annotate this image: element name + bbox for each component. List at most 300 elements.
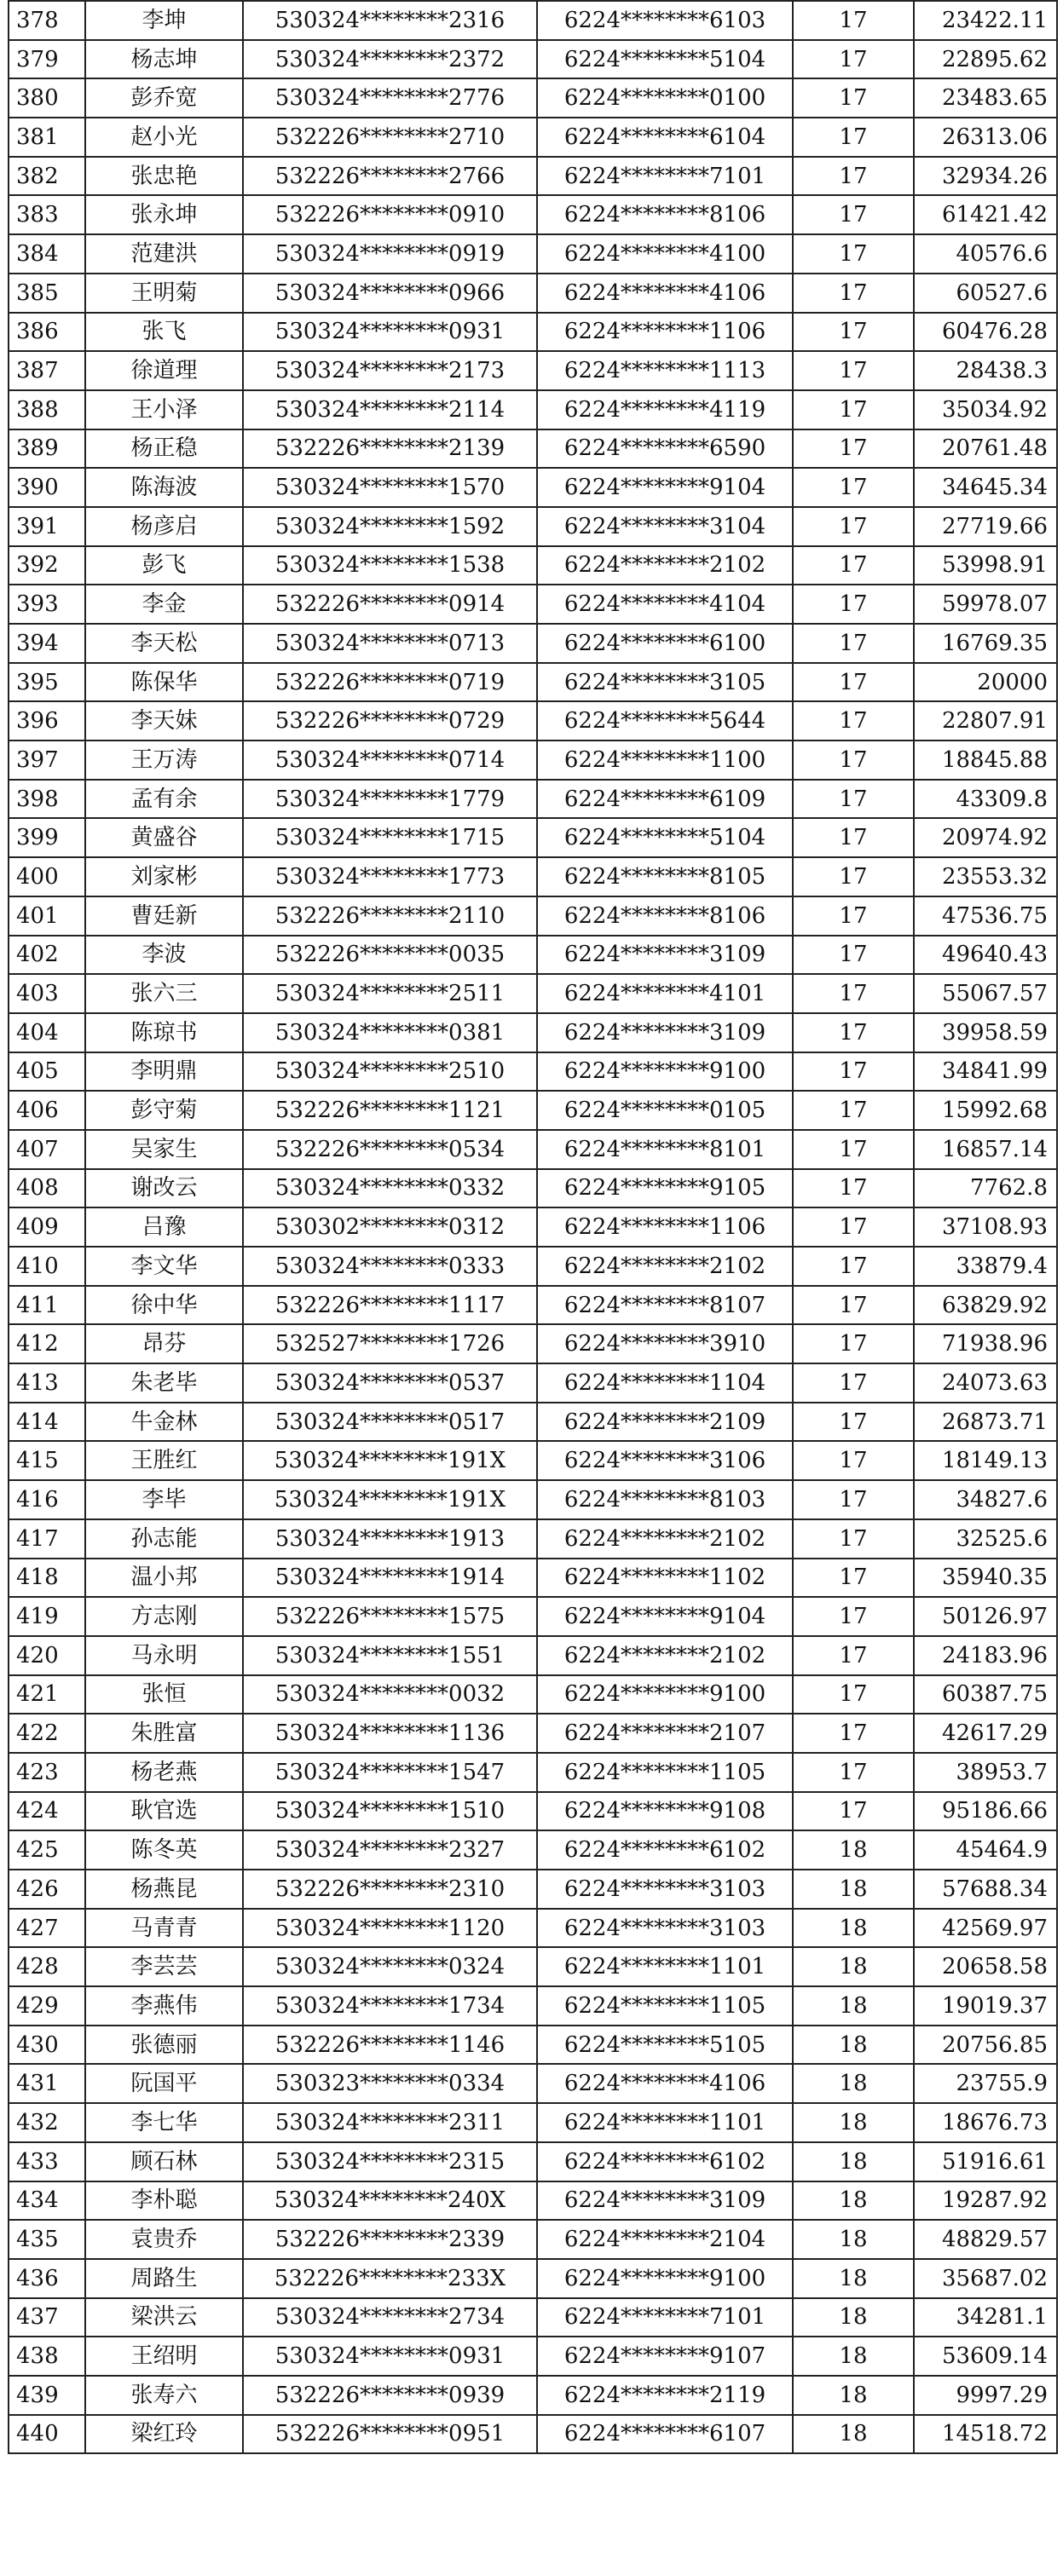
bank-account-cell: 6224********9100 <box>537 1675 793 1714</box>
bank-account-cell: 6224********3105 <box>537 663 793 702</box>
bank-account-cell: 6224********6107 <box>537 2415 793 2454</box>
amount-cell: 24073.63 <box>914 1363 1057 1403</box>
table-row <box>9 468 1057 507</box>
table-row <box>9 234 1057 274</box>
id-number-cell: 532226********0534 <box>243 1130 537 1169</box>
table-row <box>9 1013 1057 1052</box>
amount-cell: 53609.14 <box>914 2337 1057 2376</box>
amount-cell: 26873.71 <box>914 1403 1057 1442</box>
table-row <box>9 701 1057 741</box>
table-row <box>9 2103 1057 2142</box>
id-number-cell: 530324********1120 <box>243 1909 537 1948</box>
bank-account-cell: 6224********4101 <box>537 974 793 1013</box>
month-count-cell: 17 <box>793 1753 914 1792</box>
name-cell: 王绍明 <box>85 2337 243 2376</box>
row-number: 428 <box>9 1947 85 1986</box>
row-number: 424 <box>9 1792 85 1831</box>
bank-account-cell: 6224********8101 <box>537 1130 793 1169</box>
table-row <box>9 1441 1057 1480</box>
bank-account-cell: 6224********2102 <box>537 546 793 585</box>
row-number: 400 <box>9 857 85 896</box>
table-row <box>9 624 1057 663</box>
row-number: 403 <box>9 974 85 1013</box>
month-count-cell: 17 <box>793 507 914 546</box>
name-cell: 范建洪 <box>85 234 243 274</box>
table-row <box>9 585 1057 624</box>
row-number: 426 <box>9 1870 85 1909</box>
row-number: 421 <box>9 1675 85 1714</box>
table-row <box>9 1636 1057 1675</box>
month-count-cell: 18 <box>793 2415 914 2454</box>
month-count-cell: 18 <box>793 2376 914 2415</box>
id-number-cell: 530324********2327 <box>243 1830 537 1870</box>
table-row <box>9 1714 1057 1753</box>
amount-cell: 42617.29 <box>914 1714 1057 1753</box>
row-number: 430 <box>9 2026 85 2065</box>
bank-account-cell: 6224********1101 <box>537 1947 793 1986</box>
name-cell: 李芸芸 <box>85 1947 243 1986</box>
row-number: 391 <box>9 507 85 546</box>
row-number: 416 <box>9 1480 85 1519</box>
amount-cell: 71938.96 <box>914 1324 1057 1363</box>
table-row <box>9 1403 1057 1442</box>
table-row <box>9 2415 1057 2454</box>
name-cell: 朱胜富 <box>85 1714 243 1753</box>
amount-cell: 20756.85 <box>914 2026 1057 2065</box>
name-cell: 李毕 <box>85 1480 243 1519</box>
id-number-cell: 532226********2766 <box>243 157 537 196</box>
table-row <box>9 1247 1057 1286</box>
name-cell: 王万涛 <box>85 741 243 780</box>
amount-cell: 32934.26 <box>914 157 1057 196</box>
amount-cell: 20974.92 <box>914 818 1057 857</box>
id-number-cell: 530324********0966 <box>243 274 537 313</box>
name-cell: 赵小光 <box>85 118 243 157</box>
row-number: 434 <box>9 2181 85 2221</box>
id-number-cell: 530302********0312 <box>243 1207 537 1247</box>
amount-cell: 39958.59 <box>914 1013 1057 1052</box>
row-number: 380 <box>9 78 85 118</box>
table-row <box>9 1870 1057 1909</box>
table-row <box>9 1792 1057 1831</box>
id-number-cell: 530324********2173 <box>243 351 537 390</box>
month-count-cell: 17 <box>793 234 914 274</box>
name-cell: 李天妹 <box>85 701 243 741</box>
amount-cell: 34827.6 <box>914 1480 1057 1519</box>
amount-cell: 34841.99 <box>914 1052 1057 1092</box>
id-number-cell: 530323********0334 <box>243 2064 537 2103</box>
row-number: 404 <box>9 1013 85 1052</box>
month-count-cell: 17 <box>793 78 914 118</box>
month-count-cell: 18 <box>793 2181 914 2221</box>
row-number: 388 <box>9 390 85 429</box>
table-row <box>9 313 1057 352</box>
table-row <box>9 546 1057 585</box>
table-row <box>9 1675 1057 1714</box>
month-count-cell: 17 <box>793 274 914 313</box>
month-count-cell: 17 <box>793 741 914 780</box>
amount-cell: 23755.9 <box>914 2064 1057 2103</box>
month-count-cell: 17 <box>793 1792 914 1831</box>
id-number-cell: 530324********0537 <box>243 1363 537 1403</box>
table-row <box>9 1052 1057 1092</box>
name-cell: 吕豫 <box>85 1207 243 1247</box>
table-row <box>9 274 1057 313</box>
id-number-cell: 530324********1538 <box>243 546 537 585</box>
id-number-cell: 530324********0333 <box>243 1247 537 1286</box>
id-number-cell: 530324********0517 <box>243 1403 537 1442</box>
amount-cell: 22807.91 <box>914 701 1057 741</box>
month-count-cell: 17 <box>793 1636 914 1675</box>
month-count-cell: 18 <box>793 2103 914 2142</box>
id-number-cell: 530324********0332 <box>243 1169 537 1208</box>
table-row <box>9 857 1057 896</box>
row-number: 385 <box>9 274 85 313</box>
id-number-cell: 532226********0729 <box>243 701 537 741</box>
name-cell: 顾石林 <box>85 2142 243 2181</box>
table-row <box>9 896 1057 936</box>
table-row <box>9 1830 1057 1870</box>
row-number: 386 <box>9 313 85 352</box>
month-count-cell: 17 <box>793 1207 914 1247</box>
row-number: 390 <box>9 468 85 507</box>
bank-account-cell: 6224********3109 <box>537 2181 793 2221</box>
amount-cell: 40576.6 <box>914 234 1057 274</box>
month-count-cell: 18 <box>793 2026 914 2065</box>
month-count-cell: 17 <box>793 1169 914 1208</box>
name-cell: 张永坤 <box>85 195 243 234</box>
row-number: 392 <box>9 546 85 585</box>
bank-account-cell: 6224********8105 <box>537 857 793 896</box>
amount-cell: 51916.61 <box>914 2142 1057 2181</box>
row-number: 406 <box>9 1091 85 1130</box>
amount-cell: 20000 <box>914 663 1057 702</box>
id-number-cell: 530324********0032 <box>243 1675 537 1714</box>
amount-cell: 60476.28 <box>914 313 1057 352</box>
name-cell: 陈冬英 <box>85 1830 243 1870</box>
amount-cell: 34645.34 <box>914 468 1057 507</box>
id-number-cell: 530324********0381 <box>243 1013 537 1052</box>
amount-cell: 47536.75 <box>914 896 1057 936</box>
row-number: 378 <box>9 1 85 40</box>
month-count-cell: 17 <box>793 157 914 196</box>
bank-account-cell: 6224********6100 <box>537 624 793 663</box>
month-count-cell: 17 <box>793 1013 914 1052</box>
table-row <box>9 1986 1057 2026</box>
table-row <box>9 1324 1057 1363</box>
name-cell: 周路生 <box>85 2259 243 2298</box>
amount-cell: 18676.73 <box>914 2103 1057 2142</box>
id-number-cell: 530324********1779 <box>243 780 537 819</box>
bank-account-cell: 6224********9108 <box>537 1792 793 1831</box>
table-row <box>9 1753 1057 1792</box>
name-cell: 李文华 <box>85 1247 243 1286</box>
id-number-cell: 532226********0951 <box>243 2415 537 2454</box>
id-number-cell: 532226********0719 <box>243 663 537 702</box>
name-cell: 王胜红 <box>85 1441 243 1480</box>
amount-cell: 50126.97 <box>914 1597 1057 1636</box>
table-row <box>9 741 1057 780</box>
table-row <box>9 351 1057 390</box>
amount-cell: 20658.58 <box>914 1947 1057 1986</box>
id-number-cell: 532226********0910 <box>243 195 537 234</box>
name-cell: 杨老燕 <box>85 1753 243 1792</box>
name-cell: 杨燕昆 <box>85 1870 243 1909</box>
id-number-cell: 530324********2734 <box>243 2298 537 2337</box>
name-cell: 彭守菊 <box>85 1091 243 1130</box>
month-count-cell: 18 <box>793 2220 914 2259</box>
row-number: 423 <box>9 1753 85 1792</box>
month-count-cell: 17 <box>793 1091 914 1130</box>
table-row <box>9 818 1057 857</box>
amount-cell: 57688.34 <box>914 1870 1057 1909</box>
id-number-cell: 532226********0035 <box>243 936 537 975</box>
row-number: 419 <box>9 1597 85 1636</box>
bank-account-cell: 6224********5104 <box>537 818 793 857</box>
table-row <box>9 2220 1057 2259</box>
name-cell: 王小泽 <box>85 390 243 429</box>
bank-account-cell: 6224********6590 <box>537 429 793 469</box>
row-number: 417 <box>9 1519 85 1559</box>
month-count-cell: 17 <box>793 429 914 469</box>
bank-account-cell: 6224********4119 <box>537 390 793 429</box>
month-count-cell: 17 <box>793 1 914 40</box>
amount-cell: 23422.11 <box>914 1 1057 40</box>
amount-cell: 37108.93 <box>914 1207 1057 1247</box>
amount-cell: 23553.32 <box>914 857 1057 896</box>
month-count-cell: 17 <box>793 1286 914 1325</box>
id-number-cell: 532226********233X <box>243 2259 537 2298</box>
name-cell: 梁洪云 <box>85 2298 243 2337</box>
bank-account-cell: 6224********9104 <box>537 468 793 507</box>
amount-cell: 45464.9 <box>914 1830 1057 1870</box>
bank-account-cell: 6224********1100 <box>537 741 793 780</box>
bank-account-cell: 6224********9100 <box>537 2259 793 2298</box>
table-row <box>9 2259 1057 2298</box>
amount-cell: 16857.14 <box>914 1130 1057 1169</box>
id-number-cell: 530324********0931 <box>243 2337 537 2376</box>
name-cell: 张忠艳 <box>85 157 243 196</box>
row-number: 422 <box>9 1714 85 1753</box>
month-count-cell: 18 <box>793 1870 914 1909</box>
id-number-cell: 530324********1592 <box>243 507 537 546</box>
row-number: 381 <box>9 118 85 157</box>
name-cell: 袁贵乔 <box>85 2220 243 2259</box>
id-number-cell: 530324********2114 <box>243 390 537 429</box>
id-number-cell: 530324********0324 <box>243 1947 537 1986</box>
id-number-cell: 530324********1136 <box>243 1714 537 1753</box>
amount-cell: 49640.43 <box>914 936 1057 975</box>
bank-account-cell: 6224********1113 <box>537 351 793 390</box>
id-number-cell: 530324********1551 <box>243 1636 537 1675</box>
amount-cell: 22895.62 <box>914 40 1057 79</box>
row-number: 389 <box>9 429 85 469</box>
month-count-cell: 18 <box>793 2298 914 2337</box>
row-number: 437 <box>9 2298 85 2337</box>
row-number: 401 <box>9 896 85 936</box>
name-cell: 李波 <box>85 936 243 975</box>
month-count-cell: 17 <box>793 1675 914 1714</box>
id-number-cell: 532226********1575 <box>243 1597 537 1636</box>
bank-account-cell: 6224********3109 <box>537 936 793 975</box>
bank-account-cell: 6224********2109 <box>537 1403 793 1442</box>
bank-account-cell: 6224********1105 <box>537 1753 793 1792</box>
name-cell: 张六三 <box>85 974 243 1013</box>
name-cell: 梁红玲 <box>85 2415 243 2454</box>
bank-account-cell: 6224********9107 <box>537 2337 793 2376</box>
month-count-cell: 17 <box>793 701 914 741</box>
table-row <box>9 2142 1057 2181</box>
month-count-cell: 17 <box>793 1247 914 1286</box>
month-count-cell: 18 <box>793 2142 914 2181</box>
id-number-cell: 530324********2316 <box>243 1 537 40</box>
name-cell: 温小邦 <box>85 1559 243 1598</box>
id-number-cell: 530324********0931 <box>243 313 537 352</box>
id-number-cell: 530324********1734 <box>243 1986 537 2026</box>
name-cell: 牛金林 <box>85 1403 243 1442</box>
row-number: 383 <box>9 195 85 234</box>
table-row <box>9 1519 1057 1559</box>
id-number-cell: 532226********1117 <box>243 1286 537 1325</box>
table-row <box>9 78 1057 118</box>
month-count-cell: 17 <box>793 585 914 624</box>
table-row <box>9 1480 1057 1519</box>
table-body <box>9 1 1057 2453</box>
table-row <box>9 2298 1057 2337</box>
amount-cell: 14518.72 <box>914 2415 1057 2454</box>
bank-account-cell: 6224********6109 <box>537 780 793 819</box>
name-cell: 张德丽 <box>85 2026 243 2065</box>
bank-account-cell: 6224********2102 <box>537 1247 793 1286</box>
bank-account-cell: 6224********7101 <box>537 2298 793 2337</box>
row-number: 393 <box>9 585 85 624</box>
month-count-cell: 17 <box>793 936 914 975</box>
table-row <box>9 1091 1057 1130</box>
row-number: 398 <box>9 780 85 819</box>
row-number: 425 <box>9 1830 85 1870</box>
id-number-cell: 530324********191X <box>243 1441 537 1480</box>
name-cell: 耿官选 <box>85 1792 243 1831</box>
month-count-cell: 17 <box>793 1597 914 1636</box>
id-number-cell: 530324********0919 <box>243 234 537 274</box>
month-count-cell: 17 <box>793 313 914 352</box>
row-number: 435 <box>9 2220 85 2259</box>
id-number-cell: 530324********0714 <box>243 741 537 780</box>
row-number: 387 <box>9 351 85 390</box>
month-count-cell: 17 <box>793 1052 914 1092</box>
name-cell: 孟有余 <box>85 780 243 819</box>
bank-account-cell: 6224********4106 <box>537 274 793 313</box>
amount-cell: 55067.57 <box>914 974 1057 1013</box>
amount-cell: 48829.57 <box>914 2220 1057 2259</box>
name-cell: 阮国平 <box>85 2064 243 2103</box>
bank-account-cell: 6224********2102 <box>537 1636 793 1675</box>
row-number: 405 <box>9 1052 85 1092</box>
row-number: 408 <box>9 1169 85 1208</box>
amount-cell: 27719.66 <box>914 507 1057 546</box>
bank-account-cell: 6224********5644 <box>537 701 793 741</box>
bank-account-cell: 6224********1106 <box>537 313 793 352</box>
month-count-cell: 18 <box>793 2259 914 2298</box>
row-number: 382 <box>9 157 85 196</box>
month-count-cell: 17 <box>793 1519 914 1559</box>
bank-account-cell: 6224********9105 <box>537 1169 793 1208</box>
table-row <box>9 1597 1057 1636</box>
table-row <box>9 195 1057 234</box>
amount-cell: 53998.91 <box>914 546 1057 585</box>
name-cell: 徐道理 <box>85 351 243 390</box>
id-number-cell: 532226********1146 <box>243 2026 537 2065</box>
amount-cell: 7762.8 <box>914 1169 1057 1208</box>
name-cell: 马永明 <box>85 1636 243 1675</box>
bank-account-cell: 6224********9104 <box>537 1597 793 1636</box>
id-number-cell: 530324********2510 <box>243 1052 537 1092</box>
table-row <box>9 974 1057 1013</box>
month-count-cell: 17 <box>793 663 914 702</box>
bank-account-cell: 6224********6102 <box>537 2142 793 2181</box>
amount-cell: 18845.88 <box>914 741 1057 780</box>
month-count-cell: 17 <box>793 896 914 936</box>
id-number-cell: 530324********2776 <box>243 78 537 118</box>
amount-cell: 59978.07 <box>914 585 1057 624</box>
table-row <box>9 507 1057 546</box>
name-cell: 谢改云 <box>85 1169 243 1208</box>
id-number-cell: 530324********2311 <box>243 2103 537 2142</box>
row-number: 409 <box>9 1207 85 1247</box>
name-cell: 李坤 <box>85 1 243 40</box>
bank-account-cell: 6224********6103 <box>537 1 793 40</box>
id-number-cell: 532226********0939 <box>243 2376 537 2415</box>
id-number-cell: 530324********1715 <box>243 818 537 857</box>
name-cell: 李天松 <box>85 624 243 663</box>
table-row <box>9 1 1057 40</box>
id-number-cell: 530324********1547 <box>243 1753 537 1792</box>
name-cell: 张恒 <box>85 1675 243 1714</box>
month-count-cell: 17 <box>793 1441 914 1480</box>
row-number: 440 <box>9 2415 85 2454</box>
table-row <box>9 2376 1057 2415</box>
id-number-cell: 530324********0713 <box>243 624 537 663</box>
bank-account-cell: 6224********3910 <box>537 1324 793 1363</box>
month-count-cell: 17 <box>793 624 914 663</box>
month-count-cell: 17 <box>793 1130 914 1169</box>
table-row <box>9 780 1057 819</box>
month-count-cell: 17 <box>793 857 914 896</box>
row-number: 397 <box>9 741 85 780</box>
row-number: 413 <box>9 1363 85 1403</box>
row-number: 427 <box>9 1909 85 1948</box>
id-number-cell: 532527********1726 <box>243 1324 537 1363</box>
table-row <box>9 936 1057 975</box>
id-number-cell: 532226********1121 <box>243 1091 537 1130</box>
month-count-cell: 18 <box>793 1909 914 1948</box>
amount-cell: 19019.37 <box>914 1986 1057 2026</box>
amount-cell: 34281.1 <box>914 2298 1057 2337</box>
bank-account-cell: 6224********2104 <box>537 2220 793 2259</box>
month-count-cell: 17 <box>793 780 914 819</box>
id-number-cell: 532226********2110 <box>243 896 537 936</box>
name-cell: 张飞 <box>85 313 243 352</box>
row-number: 396 <box>9 701 85 741</box>
table-row <box>9 1130 1057 1169</box>
name-cell: 陈琼书 <box>85 1013 243 1052</box>
amount-cell: 23483.65 <box>914 78 1057 118</box>
row-number: 415 <box>9 1441 85 1480</box>
bank-account-cell: 6224********2102 <box>537 1519 793 1559</box>
amount-cell: 35940.35 <box>914 1559 1057 1598</box>
id-number-cell: 530324********191X <box>243 1480 537 1519</box>
bank-account-cell: 6224********3109 <box>537 1013 793 1052</box>
